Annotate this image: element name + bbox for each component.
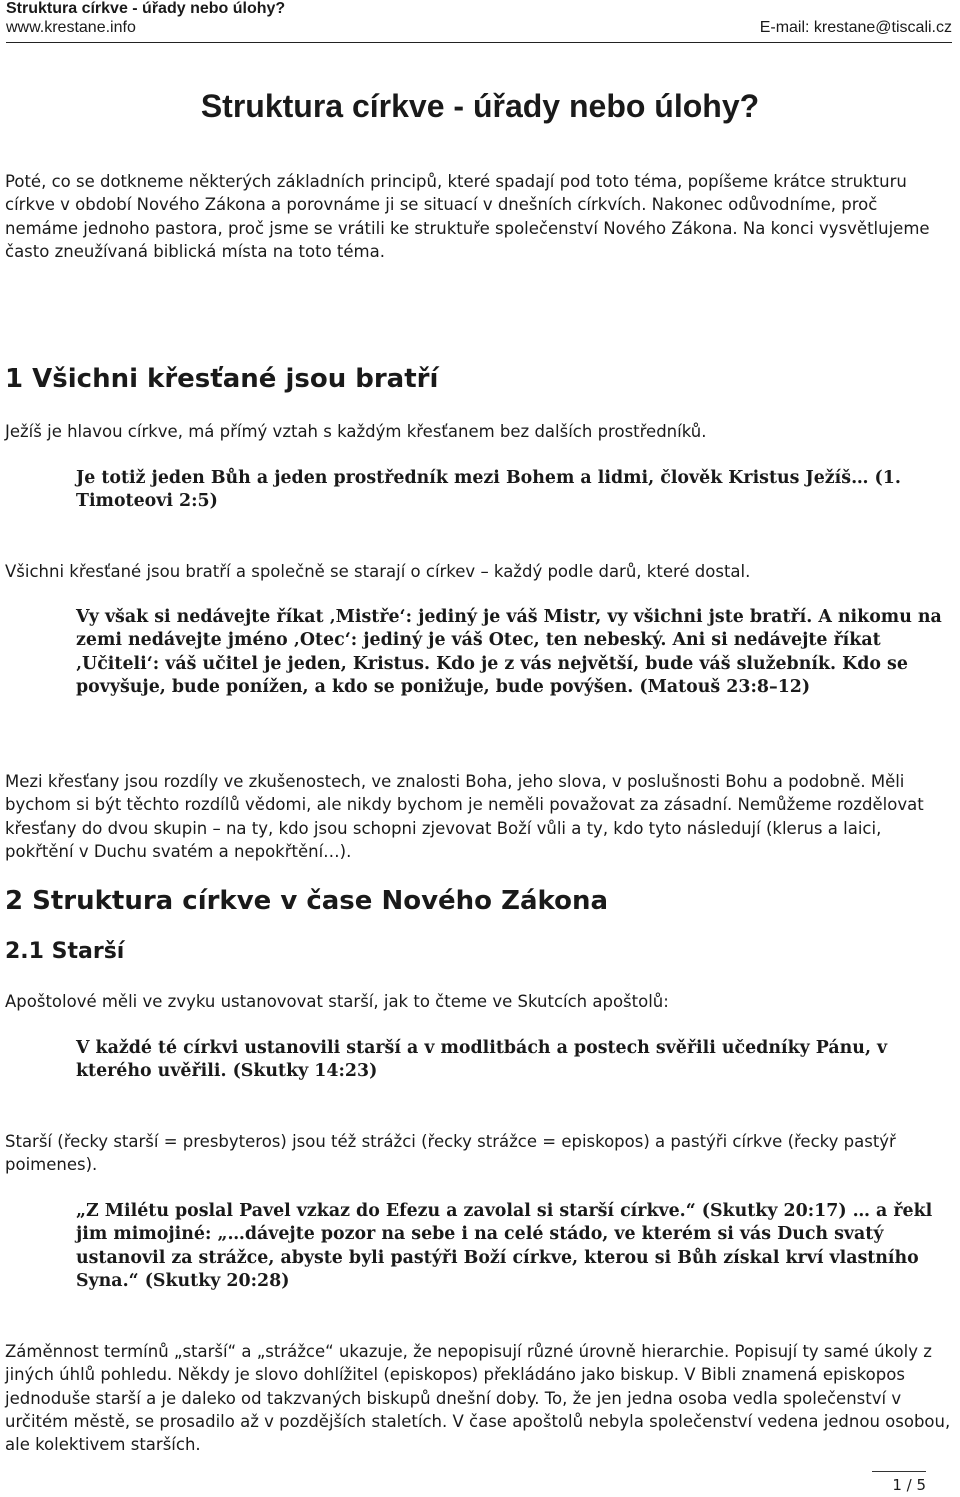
section-2-heading: 2 Struktura církve v čase Nového Zákona — [5, 886, 609, 916]
section-1-paragraph-3: Mezi křesťany jsou rozdíly ve zkušenostech, ve znalosti Boha, jeho slova, v poslušnosti Bohu a podobně. Měli bychom si být těchto rozdílů vědomi, ale nikdy bychom je neměli považovat za zásadní. Nemůžeme rozdělovat křesťany do dvou skupin – na ty, kdo jsou schopni zjevovat Boží vůli a ty, kdo tyto následují (klerus a laici, pokřtění v Duchu svatém a nepokřtění…). — [5, 772, 924, 861]
section-2-1-paragraph-1: Apoštolové měli ve zvyku ustanovovat starší, jak to čteme ve Skutcích apoštolů: — [5, 992, 669, 1011]
section-1-quote-1: Je totiž jeden Bůh a jeden prostředník mezi Bohem a lidmi, člověk Kristus Ježíš… (1. Timoteovi 2:5) — [76, 468, 901, 512]
section-1-paragraph-1: Ježíš je hlavou církve, má přímý vztah s každým křesťanem bez dalších prostředníků. — [5, 422, 707, 441]
header-website: www.krestane.info — [6, 19, 136, 36]
section-2-1-quote-2: „Z Milétu poslal Pavel vzkaz do Efezu a zavolal si starší církve.“ (Skutky 20:17) … a řekl jim mimojiné: „…dávejte pozor na sebe i na celé stádo, ve kterém si vás Duch svatý ustanovil za strážce, abyste byli pastýři Boží církve, kterou si Bůh získal krví vlastního Syna.“ (Skutky 20:28) — [76, 1201, 933, 1291]
intro-paragraph: Poté, co se dotkneme některých základních principů, které spadají pod toto téma, popíšeme krátce strukturu církve v období Nového Zákona a porovnáme ji se situací v dnešních církvích. Nakonec odůvodníme, proč nemáme jednoho pastora, proč jsme se vrátili ke struktuře společenství Nového Zákona. Na konci vysvětlujeme často zneužívaná biblická místa na toto téma. — [5, 172, 930, 261]
section-2-1-heading: 2.1 Starší — [5, 939, 125, 964]
header-title: Struktura církve - úřady nebo úlohy? — [6, 0, 286, 17]
document-title: Struktura církve - úřady nebo úlohy? — [200, 88, 760, 124]
section-2-1-paragraph-3: Záměnnost termínů „starší“ a „strážce“ ukazuje, že nepopisují různé úrovně hierarchie. Popisují ty samé úkoly z jiných úhlů pohledu. Někdy je slovo dohlížitel (episkopos) překládáno jako biskup. V Bibli znamená episkopos jednoduše starší a je daleko od takzvaných biskupů dnešní doby. To, že jen jedna osoba vedla společenství v určitém městě, se prosadilo až v pozdějších staletích. V čase apoštolů nebyla společenství vedena jednou osobou, ale kolektivem starších. — [5, 1342, 951, 1455]
section-1-heading: 1 Všichni křesťané jsou bratří — [5, 364, 439, 394]
section-2-1-quote-1: V každé té církvi ustanovili starší a v modlitbách a postech svěřili učedníky Pánu, v kterého uvěřili. (Skutky 14:23) — [76, 1038, 888, 1082]
section-1-quote-2: Vy však si nedávejte říkat ‚Mistře‘: jediný je váš Mistr, vy všichni jste bratří. A nikomu na zemi nedávejte jméno ‚Otec‘: jediný je váš Otec, ten nebeský. Ani si nedávejte říkat ‚Učiteli‘: váš učitel je jeden, Kristus. Kdo je z vás největší, bude váš služebník. Kdo se povyšuje, bude ponížen, a kdo se ponižuje, bude povýšen. (Matouš 23:8–12) — [76, 607, 942, 697]
header-email: E-mail: krestane@tiscali.cz — [759, 19, 952, 36]
section-2-1-paragraph-2: Starší (řecky starší = presbyteros) jsou též strážci (řecky strážce = episkopos) a pastýři církve (řecky pastýř poimenes). — [5, 1132, 896, 1175]
footer-divider — [872, 1471, 926, 1472]
page-header — [6, 0, 952, 43]
page-number: 1 / 5 — [892, 1476, 926, 1494]
section-1-paragraph-2: Všichni křesťané jsou bratří a společně se starají o církev – každý podle darů, které dostal. — [5, 562, 751, 581]
